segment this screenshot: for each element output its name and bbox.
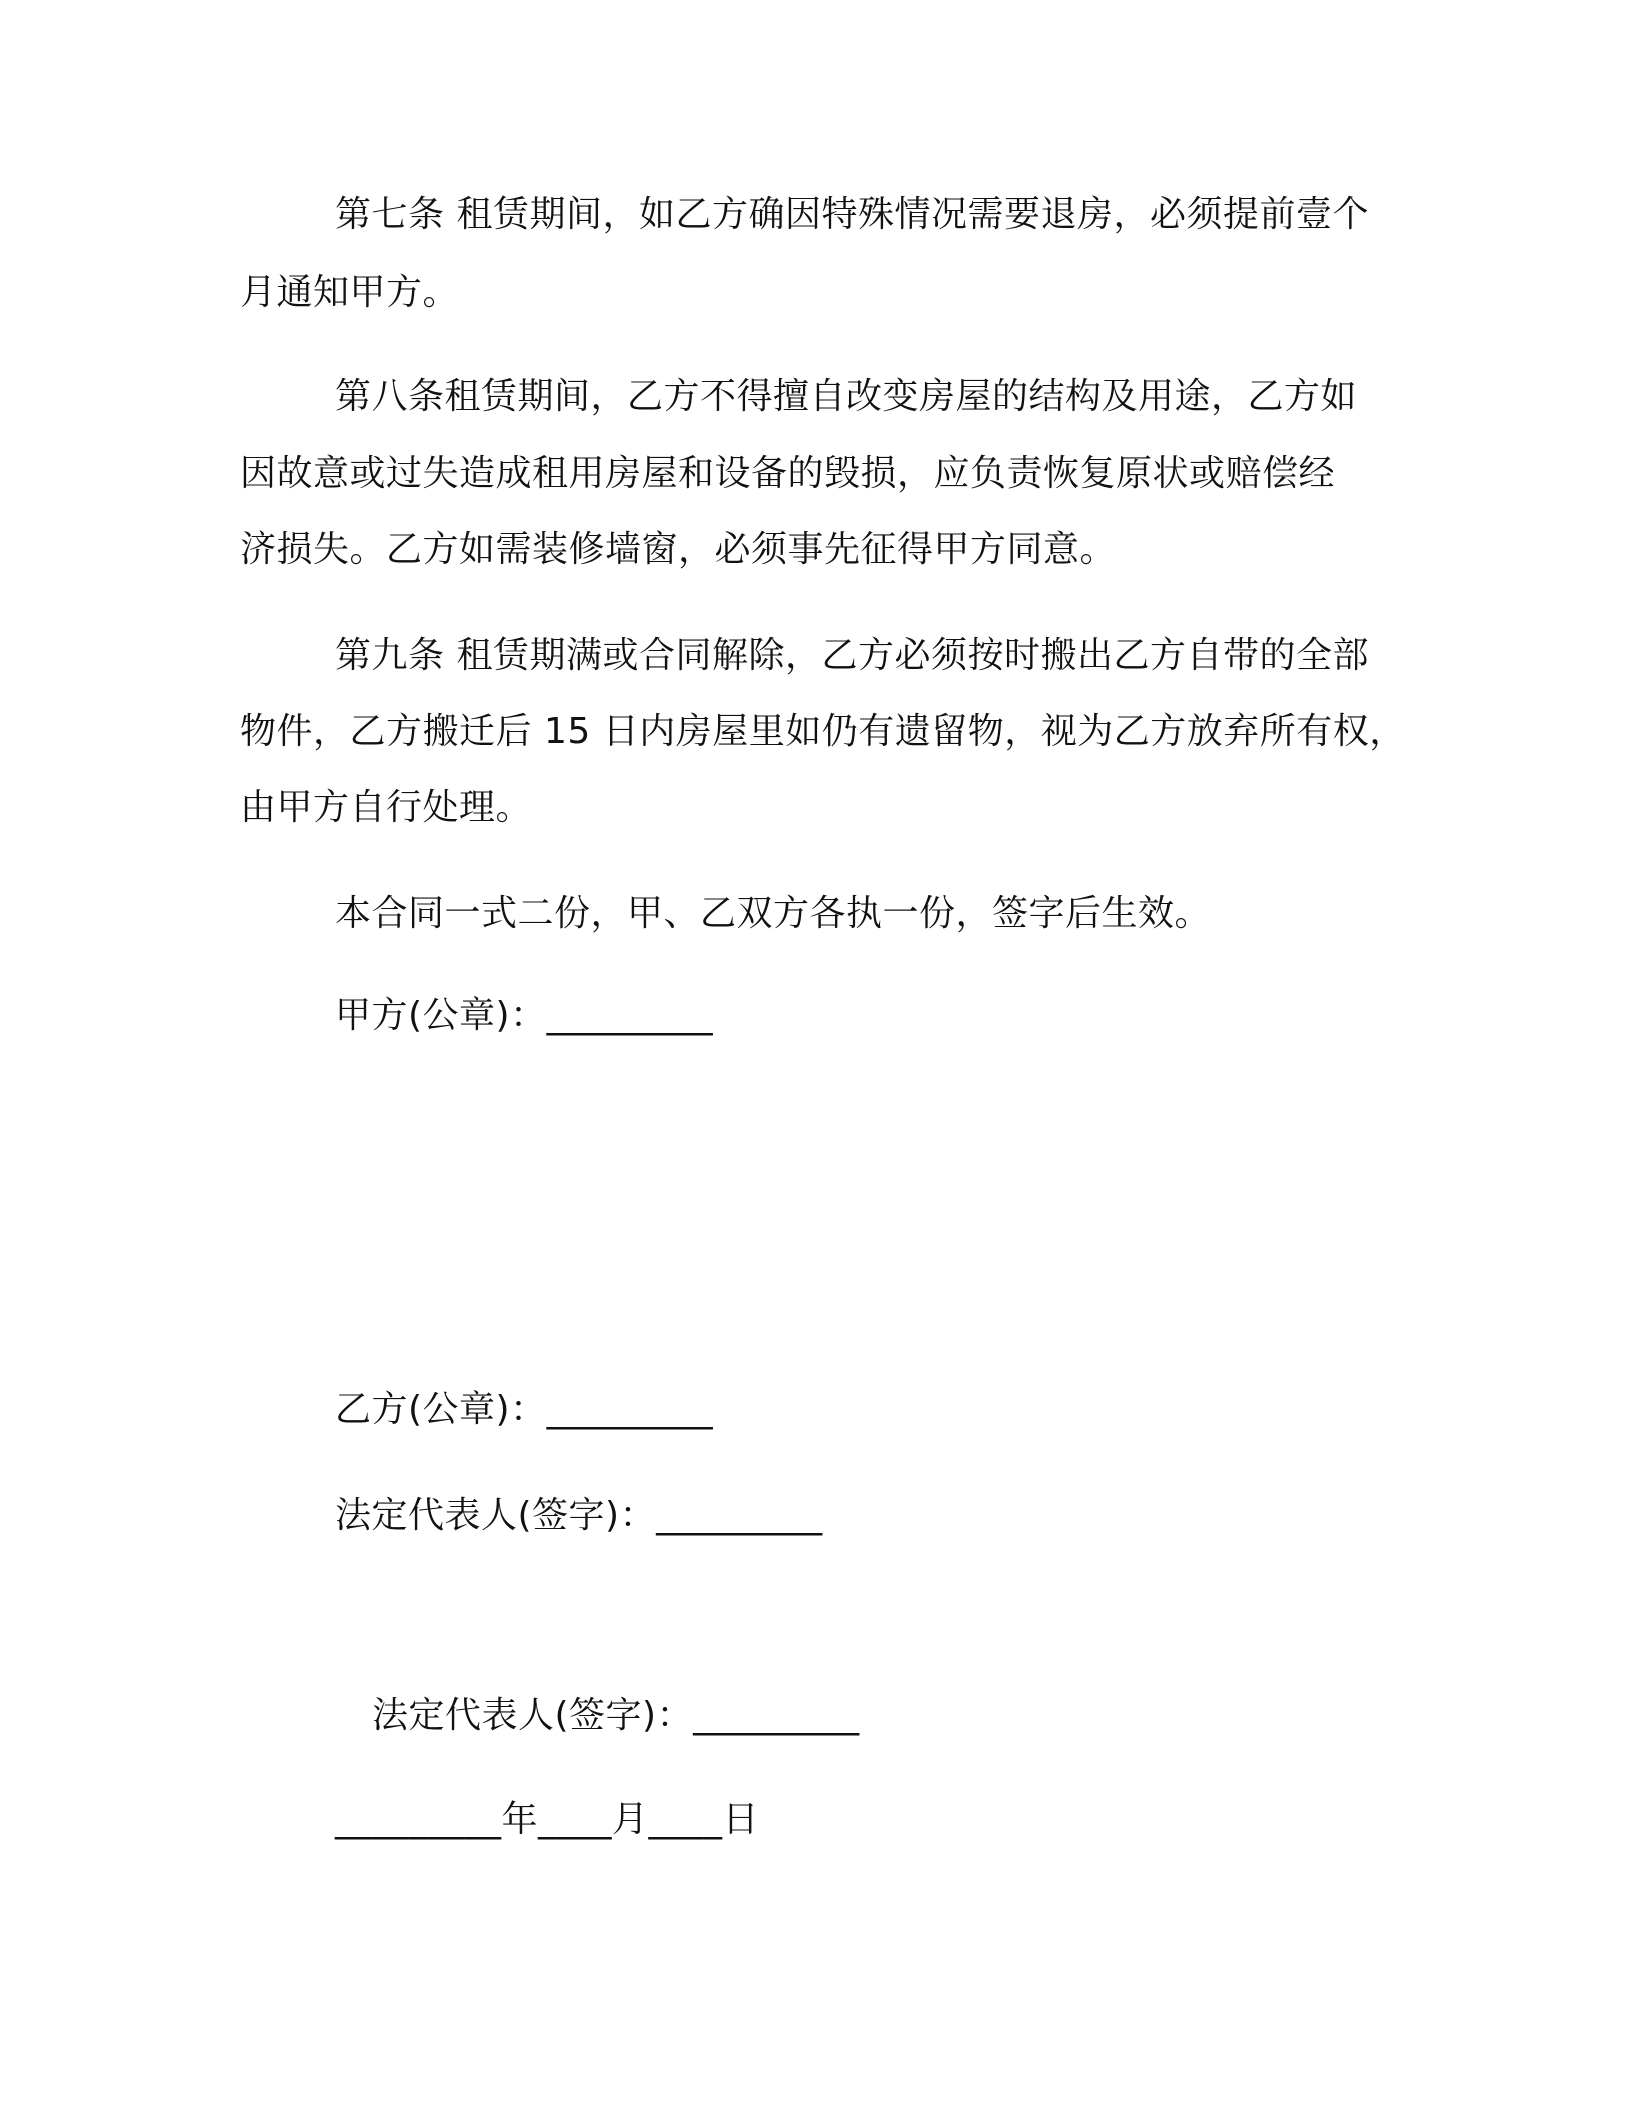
article-9-line-1: 第九条 租赁期满或合同解除，乙方必须按时搬出乙方自带的全部 <box>335 635 1369 676</box>
party-a-seal-line: 甲方(公章)：_________ <box>335 995 714 1036</box>
article-9-line-2: 物件，乙方搬迁后 15 日内房屋里如仍有遗留物，视为乙方放弃所有权， <box>240 711 1406 752</box>
article-9-line-3: 由甲方自行处理。 <box>240 787 533 828</box>
legal-rep-signature-line-1: 法定代表人(签字)：_________ <box>335 1495 823 1536</box>
article-7-line-1: 第七条 租赁期间，如乙方确因特殊情况需要退房，必须提前壹个 <box>335 194 1369 235</box>
copies-clause: 本合同一式二份，甲、乙双方各执一份，签字后生效。 <box>335 893 1212 934</box>
party-b-seal-line: 乙方(公章)：_________ <box>335 1389 714 1430</box>
article-8-line-2: 因故意或过失造成租用房屋和设备的毁损，应负责恢复原状或赔偿经 <box>240 453 1336 494</box>
legal-rep-signature-line-2: 法定代表人(签字)：_________ <box>372 1695 860 1736</box>
article-8-line-1: 第八条租赁期间，乙方不得擅自改变房屋的结构及用途，乙方如 <box>335 376 1358 417</box>
date-line: _________年____月____日 <box>335 1799 759 1840</box>
article-8-line-3: 济损失。乙方如需装修墙窗，必须事先征得甲方同意。 <box>240 529 1117 570</box>
article-7-line-2: 月通知甲方。 <box>240 272 460 313</box>
